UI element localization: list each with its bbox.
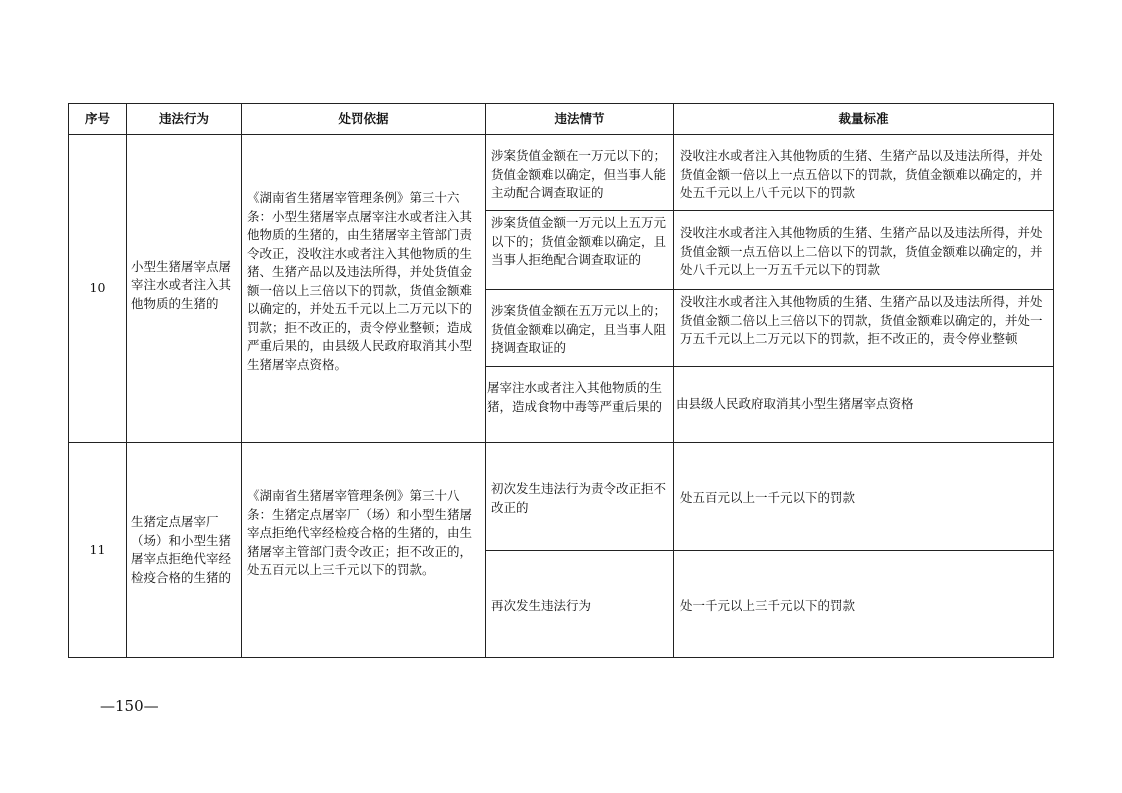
row-divider — [485, 550, 1053, 551]
circumstance: 涉案货值金额一万元以上五万元以下的；货值金额难以确定，且当事人拒绝配合调查取证的 — [491, 215, 667, 267]
circumstance: 涉案货值金额在五万元以上的；货值金额难以确定，且当事人阻挠调查取证的 — [491, 303, 667, 355]
row-divider — [485, 289, 1053, 290]
discretion-standard: 处五百元以上一千元以下的罚款 — [680, 490, 856, 505]
discretion-standard: 没收注水或者注入其他物质的生猪、生猪产品以及违法所得，并处货值金额一点五倍以上二倍以下的罚款，货值金额难以确定的，并处八千元以上一万五千元以下的罚款 — [680, 225, 1043, 277]
violation-behavior: 小型生猪屠宰点屠宰注水或者注入其他物质的生猪的 — [131, 258, 232, 311]
discretion-standard: 没收注水或者注入其他物质的生猪、生猪产品以及违法所得，并处货值金额二倍以上三倍以下的罚款，货值金额难以确定的，并处一万五千元以上二万元以下的罚款，拒不改正的，责令停业整顿 — [680, 294, 1043, 346]
penalty-discretion-table — [68, 103, 1054, 658]
header-violation: 违法行为 — [158, 110, 209, 126]
discretion-standard: 由县级人民政府取消其小型生猪屠宰点资格 — [676, 396, 914, 412]
discretion-standard: 处一千元以上三千元以下的罚款 — [680, 598, 856, 613]
header-serial-no: 序号 — [84, 110, 110, 126]
row-divider — [485, 210, 1053, 211]
header-discretion-standard: 裁量标准 — [838, 110, 889, 126]
serial-number: 10 — [89, 280, 106, 296]
circumstance: 屠宰注水或者注入其他物质的生猪，造成食物中毒等严重后果的 — [487, 380, 663, 414]
discretion-standard: 没收注水或者注入其他物质的生猪、生猪产品以及违法所得，并处货值金额一倍以上一点五倍以下的罚款，货值金额难以确定的，并处五千元以上八千元以下的罚款 — [680, 148, 1043, 200]
serial-number: 11 — [89, 541, 106, 557]
penalty-basis: 《湖南省生猪屠宰管理条例》第三十八条：生猪定点屠宰厂（场）和小型生猪屠宰点拒绝代宰经检疫合格的生猪的，由生猪屠宰主管部门责令改正；拒不改正的，处五百元以上三千元以下的罚款。 — [247, 488, 473, 577]
penalty-basis: 《湖南省生猪屠宰管理条例》第三十六条：小型生猪屠宰点屠宰注水或者注入其他物质的生猪的，由生猪屠宰主管部门责令改正，没收注水或者注入其他物质的生猪、生猪产品以及违法所得，并处货值金额一倍以上三倍以下的罚款，货值金额难以确定的，并处五千元以上二万元以下的罚款；拒不改正的，责令停业整顿；造成严重后果的，由县级人民政府取消其小型生猪屠宰点资格。 — [247, 190, 473, 372]
circumstance: 初次发生违法行为责令改正拒不改正的 — [491, 481, 667, 515]
circumstance: 涉案货值金额在一万元以下的；货值金额难以确定，但当事人能主动配合调查取证的 — [491, 148, 667, 200]
header-penalty-basis: 处罚依据 — [338, 110, 389, 126]
header-circumstance: 违法情节 — [554, 110, 605, 126]
violation-behavior: 生猪定点屠宰厂（场）和小型生猪屠宰点拒绝代宰经检疫合格的生猪的 — [131, 514, 232, 585]
column-divider — [126, 104, 127, 657]
circumstance: 再次发生违法行为 — [491, 598, 592, 613]
column-divider — [673, 104, 674, 657]
page-number: —150— — [100, 697, 159, 715]
column-divider — [485, 104, 486, 657]
column-divider — [241, 104, 242, 657]
